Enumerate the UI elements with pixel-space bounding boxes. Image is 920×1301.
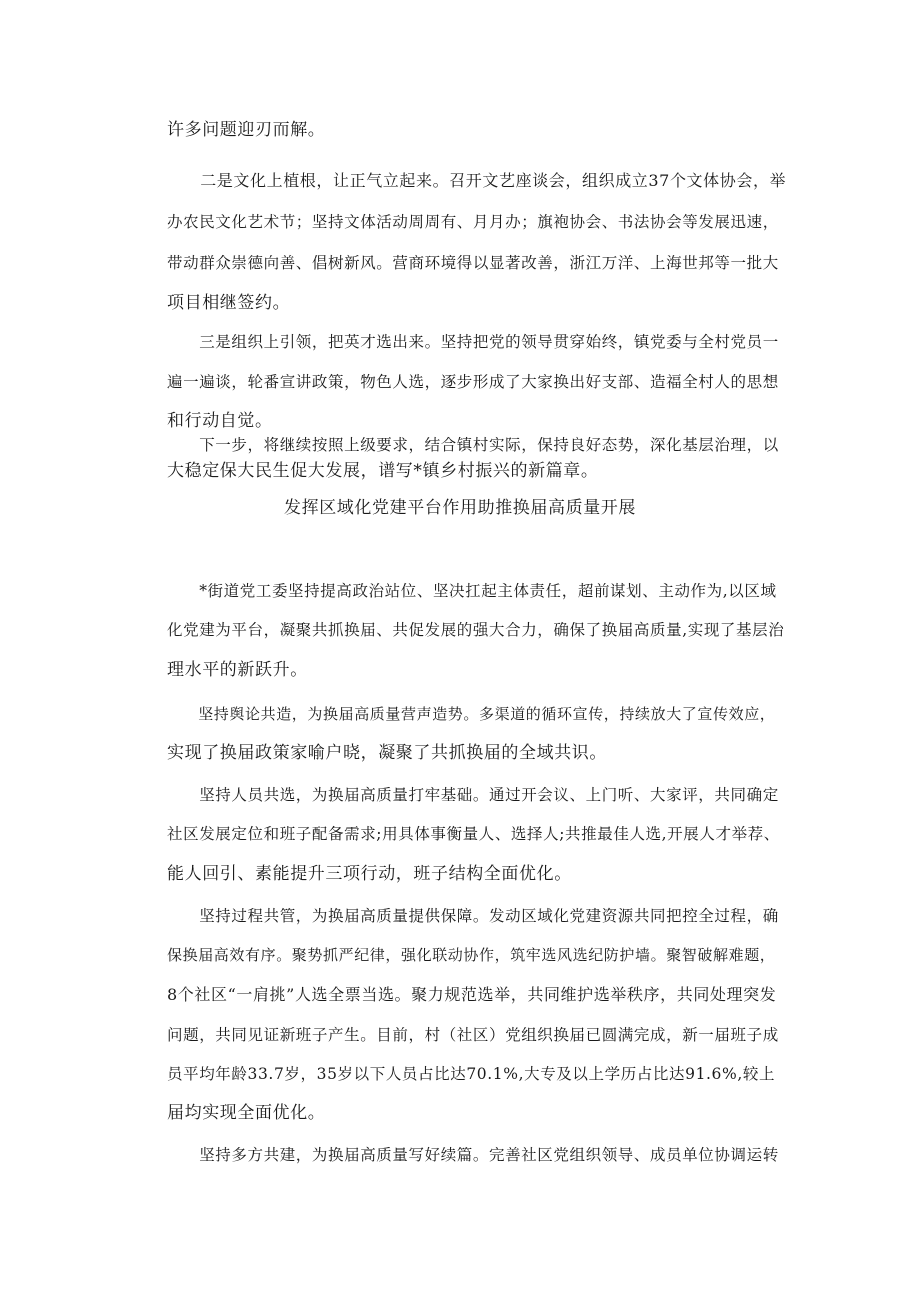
text-line: 和行动自觉。 — [167, 411, 273, 431]
text-line: 保换届高效有序。聚势抓严纪律，强化联动协作，筑牢选风选纪防护墙。聚智破解难题， — [167, 946, 776, 964]
text-line: 下一步，将继续按照上级要求，结合镇村实际，保持良好态势，深化基层治理，以 — [167, 436, 779, 454]
text-line: 办农民文化艺术节；坚持文体活动周周有、月月办；旗袍协会、书法协会等发展迅速， — [167, 213, 779, 231]
text-line: 坚持过程共管，为换届高质量提供保障。发动区域化党建资源共同把控全过程，确 — [167, 907, 779, 925]
section-title: 发挥区域化党建平台作用助推换届高质量开展 — [284, 498, 636, 518]
text-line: 员平均年龄33.7岁，35岁以下人员占比达70.1%,大专及以上学历占比达91.6%,较上 — [167, 1065, 776, 1083]
text-line: 遍一遍谈，轮番宣讲政策，物色人选，逐步形成了大家换出好支部、造福全村人的思想 — [167, 373, 779, 391]
text-line: 坚持多方共建，为换届高质量写好续篇。完善社区党组织领导、成员单位协调运转 — [167, 1146, 779, 1164]
text-line: 届均实现全面优化。 — [167, 1103, 326, 1123]
text-line: 能人回引、素能提升三项行动，班子结构全面优化。 — [167, 864, 572, 884]
text-line: 8个社区“一肩挑”人选全票当选。聚力规范选举，共同维护选举秩序，共同处理突发 — [167, 985, 777, 1004]
text-line: 坚持人员共选，为换届高质量打牢基础。通过开会议、上门听、大家评，共同确定 — [167, 786, 779, 804]
text-line: *街道党工委坚持提高政治站位、坚决扛起主体责任，超前谋划、主动作为,以区域 — [167, 582, 777, 600]
text-line: 二是文化上植根，让正气立起来。召开文艺座谈会，组织成立37个文体协会，举 — [167, 171, 787, 190]
text-line: 化党建为平台，凝聚共抓换届、共促发展的强大合力，确保了换届高质量,实现了基层治 — [167, 621, 785, 639]
text-line: 许多问题迎刃而解。 — [167, 120, 326, 140]
text-line: 社区发展定位和班子配备需求;用具体事衡量人、选择人;共推最佳人选,开展人才举荐、 — [167, 825, 780, 843]
text-line: 大稳定保大民生促大发展，谱写*镇乡村振兴的新篇章。 — [167, 461, 599, 481]
text-line: 带动群众崇德向善、倡树新风。营商环境得以显著改善，浙江万洋、上海世邦等一批大 — [167, 254, 779, 272]
text-line: 项目相继签约。 — [167, 293, 291, 313]
text-line: 理水平的新跃升。 — [167, 660, 308, 680]
text-line: 问题，共同见证新班子产生。目前，村（社区）党组织换届已圆满完成，新一届班子成 — [167, 1026, 779, 1044]
text-line: 三是组织上引领，把英才选出来。坚持把党的领导贯穿始终，镇党委与全村党员一 — [167, 333, 779, 351]
text-line: 坚持舆论共造，为换届高质量营声造势。多渠道的循环宣传，持续放大了宣传效应， — [167, 705, 776, 723]
text-line: 实现了换届政策家喻户晓，凝聚了共抓换届的全域共识。 — [167, 743, 607, 763]
